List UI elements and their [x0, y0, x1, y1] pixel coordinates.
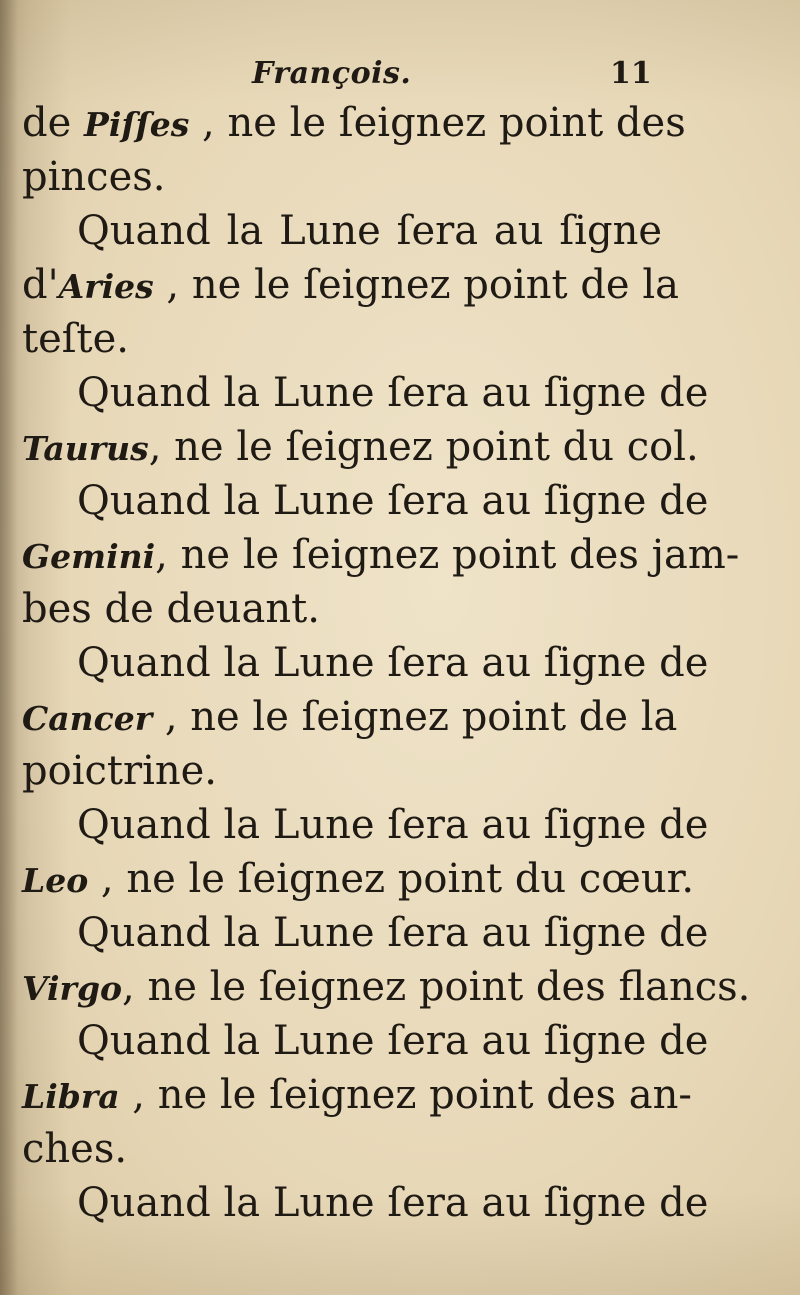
gutter-shadow: [0, 0, 18, 1295]
zodiac-sign-name: Piſſes: [84, 105, 190, 144]
text-line: poictrine.: [22, 748, 218, 794]
text-line: bes de deuant.: [22, 586, 320, 632]
text-line: [22, 1068, 692, 1122]
text-line: [22, 690, 678, 744]
zodiac-sign-name: Libra: [22, 1077, 120, 1116]
text-line: Quand la Lune ſera au ſigne de: [77, 1180, 709, 1226]
text-line: Quand la Lune ſera au ſigne de: [77, 910, 709, 956]
text-line: Quand la Lune ſera au ſigne: [77, 208, 662, 254]
text-line: pinces.: [22, 154, 166, 200]
text-line: Quand la Lune ſera au ſigne de: [77, 1018, 709, 1064]
text-line: [22, 960, 751, 1014]
text-span: de: [22, 100, 84, 146]
text-span: , ne le ſeignez point des: [189, 100, 686, 146]
text-span: , ne le ſeignez point des an-: [119, 1072, 692, 1118]
text-block: [22, 96, 751, 1230]
text-line: teſte.: [22, 316, 130, 362]
zodiac-sign-name: Aries: [58, 267, 154, 306]
running-head: François.: [252, 56, 412, 91]
text-line: [22, 852, 695, 906]
text-line: [22, 96, 686, 150]
text-span: , ne le ſeignez point des jam-: [155, 532, 740, 578]
zodiac-sign-name: Leo: [22, 861, 89, 900]
text-span: , ne le ſeignez point de la: [152, 694, 678, 740]
text-line: [22, 528, 740, 582]
text-line: Quand la Lune ſera au ſigne de: [77, 640, 709, 686]
text-span: , ne le ſeignez point du cœur.: [88, 856, 695, 902]
text-line: Quand la Lune ſera au ſigne de: [77, 478, 709, 524]
zodiac-sign-name: Taurus: [22, 429, 149, 468]
zodiac-sign-name: Cancer: [22, 699, 153, 738]
zodiac-sign-name: Gemini: [22, 537, 156, 576]
page-number: 11: [610, 56, 652, 91]
zodiac-sign-name: Virgo: [22, 969, 123, 1008]
page-header: [0, 52, 800, 96]
text-span: d': [22, 262, 59, 308]
text-line: Quand la Lune ſera au ſigne de: [77, 370, 709, 416]
text-line: Quand la Lune ſera au ſigne de: [77, 802, 709, 848]
text-line: [22, 258, 679, 312]
text-span: , ne le ſeignez point de la: [153, 262, 679, 308]
text-span: , ne le ſeignez point des flancs.: [122, 964, 751, 1010]
text-span: , ne le ſeignez point du col.: [148, 424, 699, 470]
text-line: [22, 420, 699, 474]
text-line: ches.: [22, 1126, 128, 1172]
